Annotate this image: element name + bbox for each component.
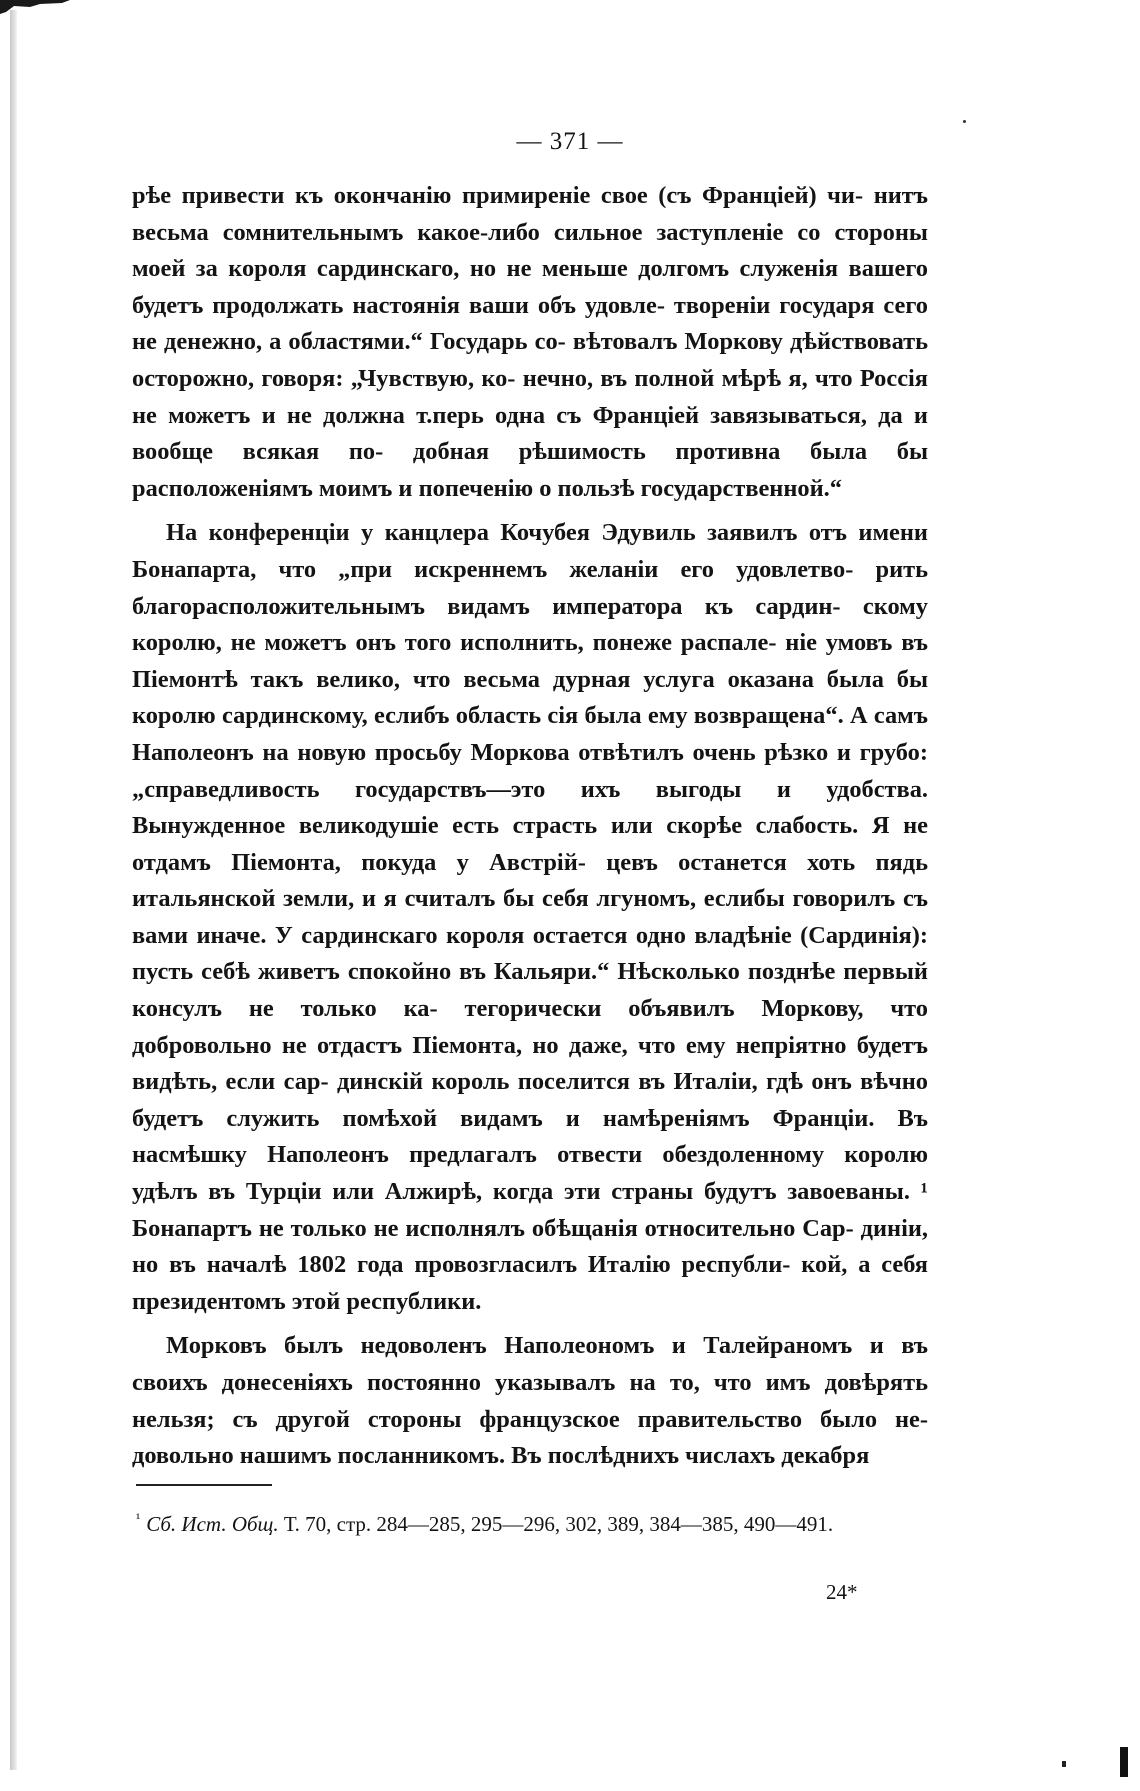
text-line: нитъ весьма сомнительнымъ какое-либо сильное заступленіе со [132, 182, 928, 246]
text-line: ихъ выгоды и удобства. Вынужденное великодушіе есть страсть [132, 775, 929, 840]
text-line: кой, а себя президентомъ этой республики. [132, 1251, 928, 1315]
text-line: или скорѣе слабость. Я не отдамъ Піемонта, покуда у Австрій- [132, 812, 929, 876]
text-line: цевъ останется хоть пядь итальянской земли, и я считалъ бы себя [132, 848, 928, 913]
text-line: въ Кальяри.“ Нѣсколько позднѣе первый консулъ не только ка- [132, 958, 928, 1023]
text-line: служить помѣхой видамъ и намѣреніямъ Франціи. Въ насмѣшку [132, 1104, 928, 1169]
text-line: Наполеонъ предлагалъ отвести обездоленному королю удѣлъ въ [132, 1141, 928, 1206]
scan-page-edge [10, 10, 17, 1770]
text-line: имени Бонапарта, что „при искреннемъ желаніи его удовлетво- [132, 519, 928, 583]
text-line: рить благорасположительнымъ видамъ императора къ сардин- [132, 555, 928, 620]
text-line: скому королю, не можетъ онъ того исполнить, понеже распале- [132, 592, 928, 657]
text-line: остается одно владѣніе (Сардинія): пусть себѣ живетъ спокойно [132, 921, 928, 986]
text-line: ему возвращена“. А самъ Наполеонъ на новую просьбу Моркова [132, 702, 928, 766]
text-line: диніи, но въ началѣ 1802 года провозгласилъ Италію республи- [132, 1214, 928, 1279]
text-line: отвѣтилъ очень рѣзко и грубо: „справедливость государствъ—это [132, 738, 928, 803]
text-line: добная рѣшимость противна была бы расположеніямъ моимъ и [132, 438, 929, 502]
paragraph [132, 1328, 928, 1474]
text-line: Піемонта, но даже, что ему непріятно будетъ видѣть, если сар- [132, 1031, 928, 1096]
paragraph [132, 515, 928, 1320]
body-text [132, 178, 928, 1475]
text-line: На конференціи у канцлера Кочубея Эдувиль заявилъ отъ [166, 519, 847, 547]
page-number: — 371 — [516, 128, 624, 155]
text-line: своихъ донесеніяхъ постоянно указывалъ на то, что имъ довѣрять [132, 1369, 928, 1396]
footnote-reference: Т. 70, стр. 284—285, 295—296, 302, 389, 384—385, 490—491. [278, 1512, 834, 1536]
text-line: динскій король поселится въ Италіи, гдѣ онъ вѣчно будетъ [132, 1068, 928, 1132]
footnote-rule [136, 1484, 272, 1486]
text-line: вѣтовалъ Моркову дѣйствовать осторожно, говоря: „Чувствую, ко- [132, 328, 929, 392]
text-line: ніе умовъ въ Піемонтѣ такъ велико, что весьма дурная услуга [132, 629, 928, 693]
text-line: Морковъ былъ недоволенъ Наполеономъ и Талейраномъ и въ [166, 1332, 928, 1360]
paragraph [132, 178, 928, 507]
footnote [136, 1508, 928, 1541]
text-line: стороны моей за короля сардинскаго, но не меньше долгомъ [132, 218, 928, 283]
text-line: Турціи или Алжирѣ, когда эти страны будутъ завоеваны. ¹ [245, 1178, 928, 1206]
text-line: нельзя; съ другой стороны французское правительство было не- [132, 1405, 928, 1433]
text-line: служенія вашего будетъ продолжать настоянія ваши объ удовле- [132, 255, 928, 319]
text-line: лгуномъ, еслибы говорилъ съ вами иначе. У сардинскаго короля [132, 885, 928, 949]
text-line: Бонапартъ не только не исполнялъ обѣщанія относительно Сар- [132, 1214, 854, 1242]
text-line: нечно, въ полной мѣрѣ я, что Россія не можетъ и не должна [132, 364, 928, 429]
text-line: довольно нашимъ посланникомъ. Въ послѣднихъ числахъ декабря [132, 1442, 870, 1470]
text-line: попеченію о пользѣ государственной.“ [418, 474, 842, 502]
text-line: оказана была бы королю сардинскому, еслибъ область сія была [132, 665, 928, 730]
text-line: рѣе привести къ окончанію примиреніе свое (съ Франціей) чи- [132, 182, 864, 209]
signature-mark: 24* [826, 1580, 858, 1604]
footnote-mark: ¹ [136, 1512, 141, 1527]
scan-corner-mark [1120, 1747, 1128, 1777]
scan-speck [1062, 1761, 1066, 1767]
text-line: тегорически объявилъ Моркову, что добровольно не отдастъ [132, 995, 928, 1059]
text-line: твореніи государя сего не денежно, а областями.“ Государь со- [132, 291, 928, 356]
footnote-source: Сб. Ист. Общ. [146, 1512, 279, 1536]
scan-speck [963, 120, 966, 123]
text-line: т.перь одна съ Франціей завязываться, да и вообще всякая по- [132, 401, 928, 466]
